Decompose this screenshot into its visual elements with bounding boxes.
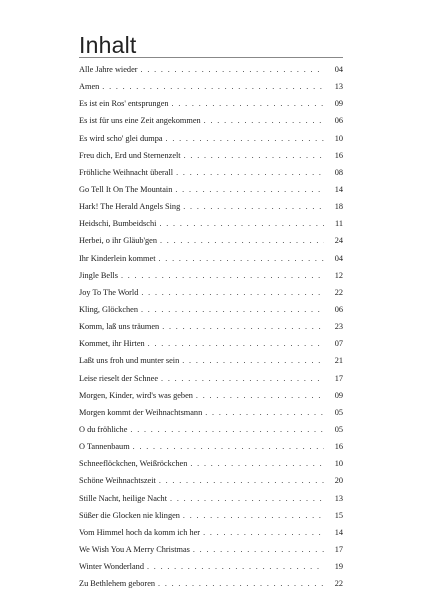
- toc-entry-title: Leise rieselt der Schnee: [79, 373, 159, 383]
- dot-leader: [141, 284, 324, 301]
- toc-entry-page-number: 20: [334, 476, 343, 486]
- toc-entry-page-number: 21: [334, 356, 343, 366]
- toc-entry-title: Es wird scho' glei dumpa: [79, 133, 163, 143]
- toc-entry-page-number: 16: [334, 150, 343, 160]
- dot-leader: [172, 95, 324, 112]
- toc-entry-title: Kling, Glöckchen: [79, 304, 138, 314]
- toc-entry: [79, 232, 343, 249]
- toc-entry-page-number: 15: [334, 510, 343, 520]
- toc-entry: [79, 524, 343, 541]
- toc-entry-title: Laßt uns froh und munter sein: [79, 356, 180, 366]
- toc-entry-page-number: 04: [334, 65, 343, 74]
- dot-leader: [158, 575, 324, 592]
- dot-leader: [121, 267, 324, 284]
- toc-entry-page-number: 05: [334, 407, 343, 417]
- toc-entry: [79, 421, 343, 438]
- toc-entry: [79, 438, 343, 455]
- toc-entry: [79, 181, 343, 198]
- toc-entry-page-number: 22: [334, 287, 343, 297]
- toc-entry: [79, 147, 343, 164]
- toc-entry-title: Herbei, o ihr Gläub'gen: [79, 236, 157, 246]
- dot-leader: [159, 472, 324, 489]
- toc-entry-page-number: 24: [334, 236, 343, 246]
- toc-entry: [79, 472, 343, 489]
- toc-entry: [79, 318, 343, 335]
- page-title: Inhalt: [79, 32, 137, 58]
- toc-entry-title: Joy To The World: [79, 287, 139, 297]
- dot-leader: [193, 541, 324, 558]
- toc-entry: [79, 455, 343, 472]
- toc-entry-page-number: 13: [334, 493, 343, 503]
- toc-entry-title: Morgen, Kinder, wird's was geben: [79, 390, 193, 400]
- toc-entry-title: Vom Himmel hoch da komm ich her: [79, 527, 201, 537]
- toc-entry-page-number: 22: [334, 579, 343, 589]
- dot-leader: [141, 61, 324, 78]
- toc-entry: [79, 352, 343, 369]
- toc-entry-page-number: 06: [334, 304, 343, 314]
- toc-entry-page-number: 17: [334, 544, 343, 554]
- toc-entry-title: Kommet, ihr Hirten: [79, 339, 145, 349]
- toc-entry-title: Süßer die Glocken nie klingen: [79, 510, 180, 520]
- toc-entry-page-number: 06: [334, 116, 343, 126]
- toc-entry: [79, 370, 343, 387]
- toc-entry-title: We Wish You A Merry Christmas: [79, 544, 190, 554]
- dot-leader: [147, 558, 324, 575]
- toc-entry: [79, 575, 343, 592]
- toc-entry: [79, 284, 343, 301]
- toc-entry-page-number: 07: [334, 339, 343, 349]
- dot-leader: [183, 198, 324, 215]
- table-of-contents: [79, 61, 343, 592]
- toc-entry: [79, 78, 343, 95]
- toc-entry-title: Alle Jahre wieder: [79, 65, 138, 74]
- toc-entry-page-number: 14: [334, 527, 343, 537]
- dot-leader: [130, 421, 324, 438]
- toc-entry: [79, 250, 343, 267]
- dot-leader: [148, 335, 324, 352]
- toc-entry: [79, 335, 343, 352]
- toc-entry-title: Komm, laß uns träumen: [79, 322, 160, 332]
- toc-entry-title: Morgen kommt der Weihnachtsmann: [79, 407, 203, 417]
- dot-leader: [166, 130, 324, 147]
- toc-entry: [79, 507, 343, 524]
- dot-leader: [170, 490, 324, 507]
- toc-entry: [79, 95, 343, 112]
- toc-entry: [79, 541, 343, 558]
- toc-entry-title: Zu Bethlehem geboren: [79, 579, 156, 589]
- toc-entry-page-number: 09: [334, 99, 343, 109]
- toc-entry-page-number: 08: [334, 167, 343, 177]
- toc-entry: [79, 267, 343, 284]
- toc-entry-title: O Tannenbaum: [79, 442, 130, 452]
- dot-leader: [184, 147, 324, 164]
- toc-entry-page-number: 23: [334, 322, 343, 332]
- toc-entry-page-number: 10: [334, 133, 343, 143]
- toc-entry-title: Jingle Bells: [79, 270, 118, 280]
- title-divider: [79, 57, 343, 58]
- dot-leader: [141, 301, 324, 318]
- toc-entry-page-number: 11: [335, 219, 343, 229]
- toc-entry: [79, 558, 343, 575]
- toc-entry-title: Winter Wonderland: [79, 562, 144, 572]
- dot-leader: [162, 318, 324, 335]
- toc-entry: [79, 215, 343, 232]
- toc-entry-page-number: 12: [334, 270, 343, 280]
- toc-entry: [79, 112, 343, 129]
- toc-entry: [79, 198, 343, 215]
- dot-leader: [183, 507, 324, 524]
- toc-entry-page-number: 04: [334, 253, 343, 263]
- toc-entry-title: Heidschi, Bumbeidschi: [79, 219, 157, 229]
- dot-leader: [160, 232, 324, 249]
- dot-leader: [161, 370, 324, 387]
- toc-entry: [79, 61, 343, 78]
- toc-entry-title: Hark! The Herald Angels Sing: [79, 202, 181, 212]
- toc-entry-title: Ihr Kinderlein kommet: [79, 253, 156, 263]
- toc-entry-page-number: 16: [334, 442, 343, 452]
- dot-leader: [182, 352, 324, 369]
- dot-leader: [205, 404, 324, 421]
- toc-entry: [79, 164, 343, 181]
- toc-entry-title: Freu dich, Erd und Sternenzelt: [79, 150, 181, 160]
- toc-entry-title: Schöne Weihnachtszeit: [79, 476, 156, 486]
- toc-entry-page-number: 19: [334, 562, 343, 572]
- toc-entry-title: Stille Nacht, heilige Nacht: [79, 493, 168, 503]
- dot-leader: [190, 455, 324, 472]
- toc-entry-title: Amen: [79, 82, 100, 92]
- toc-entry: [79, 130, 343, 147]
- toc-entry-title: Es ist für uns eine Zeit angekommen: [79, 116, 201, 126]
- toc-entry-title: O du fröhliche: [79, 424, 128, 434]
- toc-entry-title: Fröhliche Weihnacht überall: [79, 167, 174, 177]
- dot-leader: [203, 524, 324, 541]
- dot-leader: [133, 438, 324, 455]
- toc-entry-page-number: 09: [334, 390, 343, 400]
- dot-leader: [196, 387, 324, 404]
- toc-entry-title: Go Tell It On The Mountain: [79, 184, 173, 194]
- toc-entry-page-number: 17: [334, 373, 343, 383]
- toc-entry-title: Es ist ein Ros' entsprungen: [79, 99, 169, 109]
- toc-entry-page-number: 18: [334, 202, 343, 212]
- dot-leader: [102, 78, 324, 95]
- toc-entry-page-number: 05: [334, 424, 343, 434]
- dot-leader: [159, 250, 325, 267]
- dot-leader: [204, 112, 324, 129]
- toc-entry-page-number: 14: [334, 184, 343, 194]
- toc-entry-page-number: 10: [334, 459, 343, 469]
- toc-entry-title: Schneeflöckchen, Weißröckchen: [79, 459, 188, 469]
- toc-entry: [79, 404, 343, 421]
- toc-entry: [79, 387, 343, 404]
- dot-leader: [175, 181, 324, 198]
- toc-entry: [79, 490, 343, 507]
- toc-entry-page-number: 13: [334, 82, 343, 92]
- dot-leader: [176, 164, 324, 181]
- toc-entry: [79, 301, 343, 318]
- dot-leader: [159, 215, 324, 232]
